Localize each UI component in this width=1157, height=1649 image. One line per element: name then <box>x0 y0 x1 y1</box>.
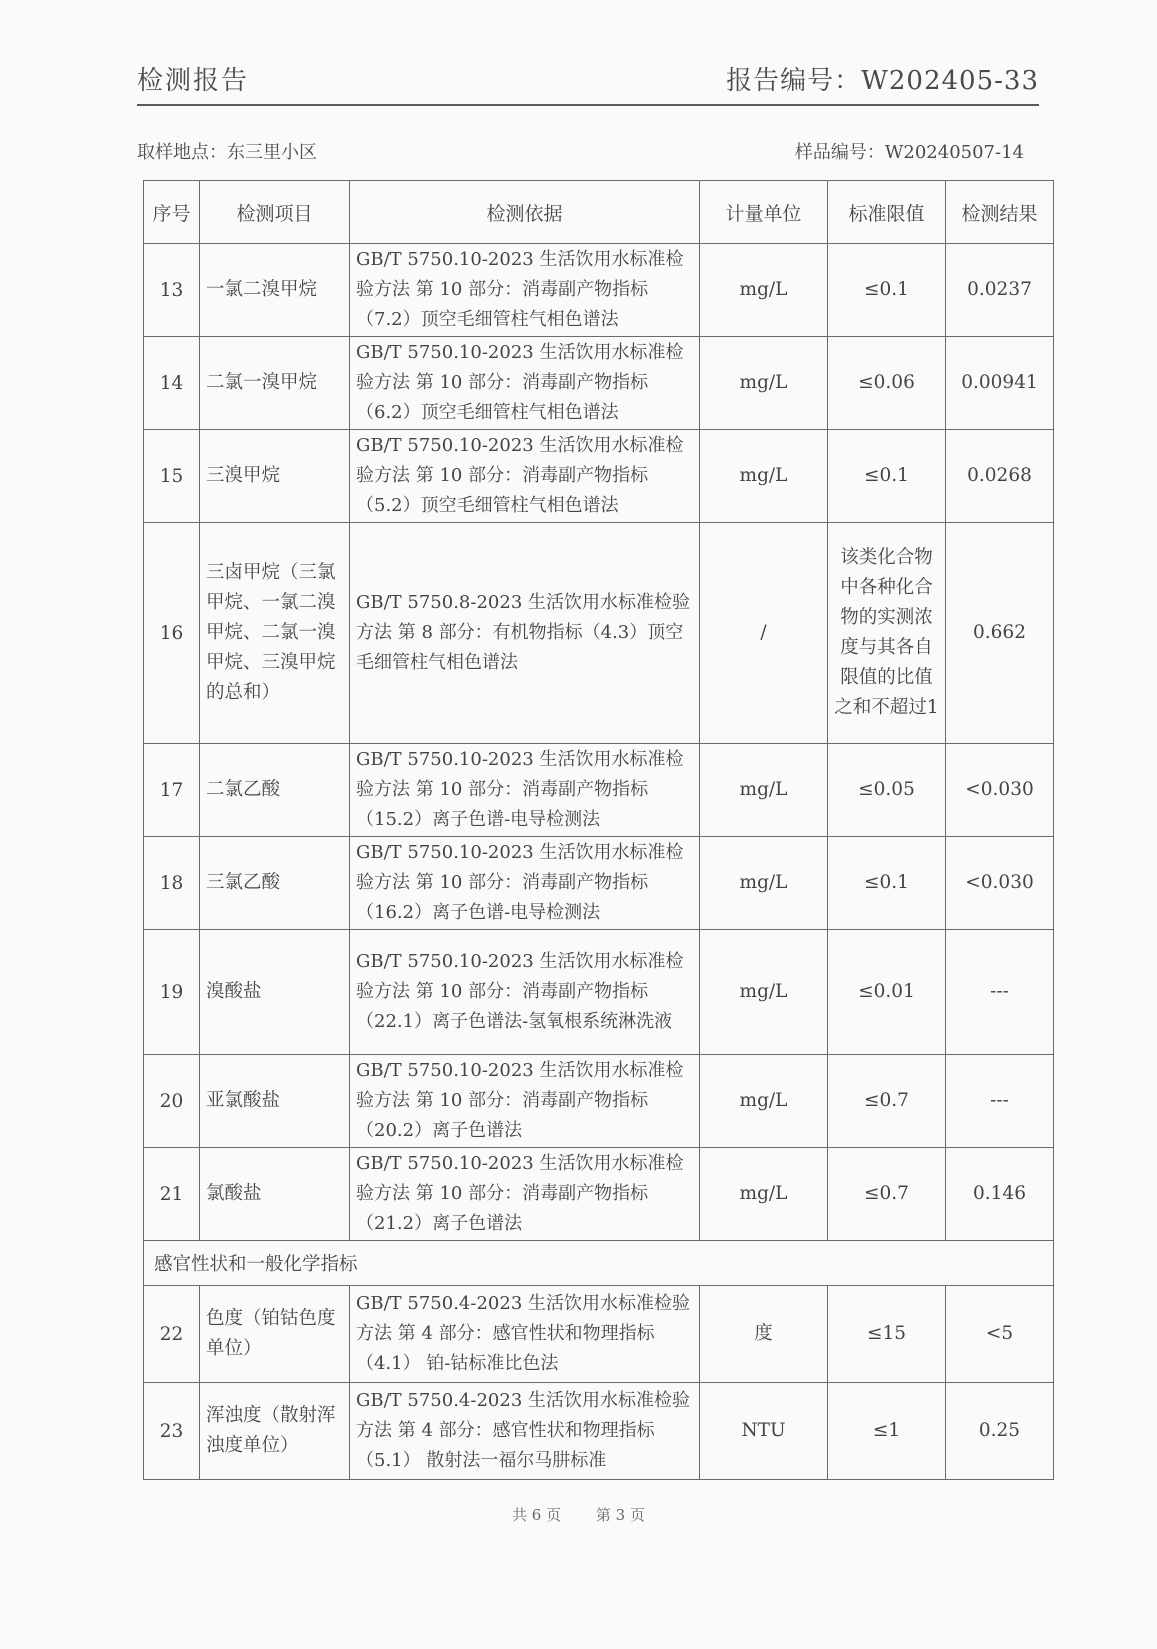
row-unit: NTU <box>700 1383 828 1480</box>
table-row <box>144 837 1054 930</box>
row-basis: GB/T 5750.10-2023 生活饮用水标准检验方法 第 10 部分：消毒副产物指标（15.2）离子色谱-电导检测法 <box>350 744 700 837</box>
row-no: 23 <box>144 1383 200 1480</box>
total-pages: 共 6 页 <box>512 1506 562 1524</box>
table-row <box>144 523 1054 744</box>
row-unit: mg/L <box>700 744 828 837</box>
row-item: 浑浊度（散射浑浊度单位） <box>200 1383 350 1480</box>
row-result: 0.662 <box>946 523 1054 744</box>
row-result: <0.030 <box>946 837 1054 930</box>
row-basis: GB/T 5750.10-2023 生活饮用水标准检验方法 第 10 部分：消毒副产物指标（7.2）顶空毛细管柱气相色谱法 <box>350 244 700 337</box>
table-header-row <box>144 181 1054 244</box>
row-limit: ≤0.7 <box>828 1055 946 1148</box>
row-no: 16 <box>144 523 200 744</box>
table-row <box>144 1055 1054 1148</box>
row-unit: mg/L <box>700 837 828 930</box>
row-limit: ≤0.05 <box>828 744 946 837</box>
row-item: 亚氯酸盐 <box>200 1055 350 1148</box>
row-result: --- <box>946 1055 1054 1148</box>
row-unit: 度 <box>700 1286 828 1383</box>
row-no: 20 <box>144 1055 200 1148</box>
row-no: 19 <box>144 930 200 1055</box>
sampling-location: 取样地点：东三里小区 <box>137 142 317 163</box>
row-limit: ≤1 <box>828 1383 946 1480</box>
table-row <box>144 930 1054 1055</box>
row-basis: GB/T 5750.10-2023 生活饮用水标准检验方法 第 10 部分：消毒副产物指标（6.2）顶空毛细管柱气相色谱法 <box>350 337 700 430</box>
row-result: --- <box>946 930 1054 1055</box>
section-row <box>144 1241 1054 1286</box>
row-no: 15 <box>144 430 200 523</box>
table-row <box>144 1286 1054 1383</box>
row-item: 二氯一溴甲烷 <box>200 337 350 430</box>
row-no: 21 <box>144 1148 200 1241</box>
row-result: 0.00941 <box>946 337 1054 430</box>
row-result: 0.25 <box>946 1383 1054 1480</box>
row-basis: GB/T 5750.10-2023 生活饮用水标准检验方法 第 10 部分：消毒副产物指标（5.2）顶空毛细管柱气相色谱法 <box>350 430 700 523</box>
row-limit: ≤0.1 <box>828 430 946 523</box>
header-unit: 计量单位 <box>700 181 828 244</box>
table-row <box>144 744 1054 837</box>
table-row <box>144 1383 1054 1480</box>
row-limit: ≤0.1 <box>828 244 946 337</box>
header-item: 检测项目 <box>200 181 350 244</box>
document-title: 检测报告 <box>137 66 250 96</box>
row-limit: 该类化合物中各种化合物的实测浓度与其各自限值的比值之和不超过1 <box>828 523 946 744</box>
row-limit: ≤0.01 <box>828 930 946 1055</box>
row-item: 色度（铂钴色度单位） <box>200 1286 350 1383</box>
row-basis: GB/T 5750.10-2023 生活饮用水标准检验方法 第 10 部分：消毒副产物指标（21.2）离子色谱法 <box>350 1148 700 1241</box>
row-no: 18 <box>144 837 200 930</box>
row-basis: GB/T 5750.10-2023 生活饮用水标准检验方法 第 10 部分：消毒副产物指标（22.1）离子色谱法-氢氧根系统淋洗液 <box>350 930 700 1055</box>
row-no: 13 <box>144 244 200 337</box>
row-limit: ≤15 <box>828 1286 946 1383</box>
row-basis: GB/T 5750.4-2023 生活饮用水标准检验方法 第 4 部分：感官性状和物理指标（4.1） 铂-钴标准比色法 <box>350 1286 700 1383</box>
row-unit: mg/L <box>700 1055 828 1148</box>
header-limit: 标准限值 <box>828 181 946 244</box>
report-number: 报告编号：W202405-33 <box>726 66 1039 96</box>
row-item: 二氯乙酸 <box>200 744 350 837</box>
row-item: 三溴甲烷 <box>200 430 350 523</box>
row-unit: mg/L <box>700 1148 828 1241</box>
table-row <box>144 337 1054 430</box>
results-table <box>143 180 1054 1480</box>
row-basis: GB/T 5750.10-2023 生活饮用水标准检验方法 第 10 部分：消毒副产物指标（16.2）离子色谱-电导检测法 <box>350 837 700 930</box>
row-result: <5 <box>946 1286 1054 1383</box>
row-basis: GB/T 5750.8-2023 生活饮用水标准检验方法 第 8 部分：有机物指标（4.3）顶空毛细管柱气相色谱法 <box>350 523 700 744</box>
row-result: 0.0237 <box>946 244 1054 337</box>
row-no: 14 <box>144 337 200 430</box>
row-basis: GB/T 5750.4-2023 生活饮用水标准检验方法 第 4 部分：感官性状和物理指标（5.1） 散射法一福尔马肼标准 <box>350 1383 700 1480</box>
row-limit: ≤0.1 <box>828 837 946 930</box>
header-no: 序号 <box>144 181 200 244</box>
row-result: 0.146 <box>946 1148 1054 1241</box>
page-header <box>137 56 1039 106</box>
row-result: 0.0268 <box>946 430 1054 523</box>
row-item: 三卤甲烷（三氯甲烷、一氯二溴甲烷、二氯一溴甲烷、三溴甲烷的总和） <box>200 523 350 744</box>
row-limit: ≤0.06 <box>828 337 946 430</box>
header-result: 检测结果 <box>946 181 1054 244</box>
row-item: 氯酸盐 <box>200 1148 350 1241</box>
row-item: 溴酸盐 <box>200 930 350 1055</box>
table-row <box>144 244 1054 337</box>
row-item: 一氯二溴甲烷 <box>200 244 350 337</box>
page-footer <box>0 1504 1157 1525</box>
table-row <box>144 430 1054 523</box>
current-page: 第 3 页 <box>595 1506 645 1524</box>
row-unit: mg/L <box>700 337 828 430</box>
section-label: 感官性状和一般化学指标 <box>144 1241 1054 1286</box>
row-no: 17 <box>144 744 200 837</box>
row-basis: GB/T 5750.10-2023 生活饮用水标准检验方法 第 10 部分：消毒副产物指标（20.2）离子色谱法 <box>350 1055 700 1148</box>
table-row <box>144 1148 1054 1241</box>
row-unit: mg/L <box>700 930 828 1055</box>
row-unit: mg/L <box>700 430 828 523</box>
row-limit: ≤0.7 <box>828 1148 946 1241</box>
row-unit: / <box>700 523 828 744</box>
row-item: 三氯乙酸 <box>200 837 350 930</box>
row-result: <0.030 <box>946 744 1054 837</box>
sample-number: 样品编号：W20240507-14 <box>794 142 1024 163</box>
row-no: 22 <box>144 1286 200 1383</box>
header-basis: 检测依据 <box>350 181 700 244</box>
row-unit: mg/L <box>700 244 828 337</box>
